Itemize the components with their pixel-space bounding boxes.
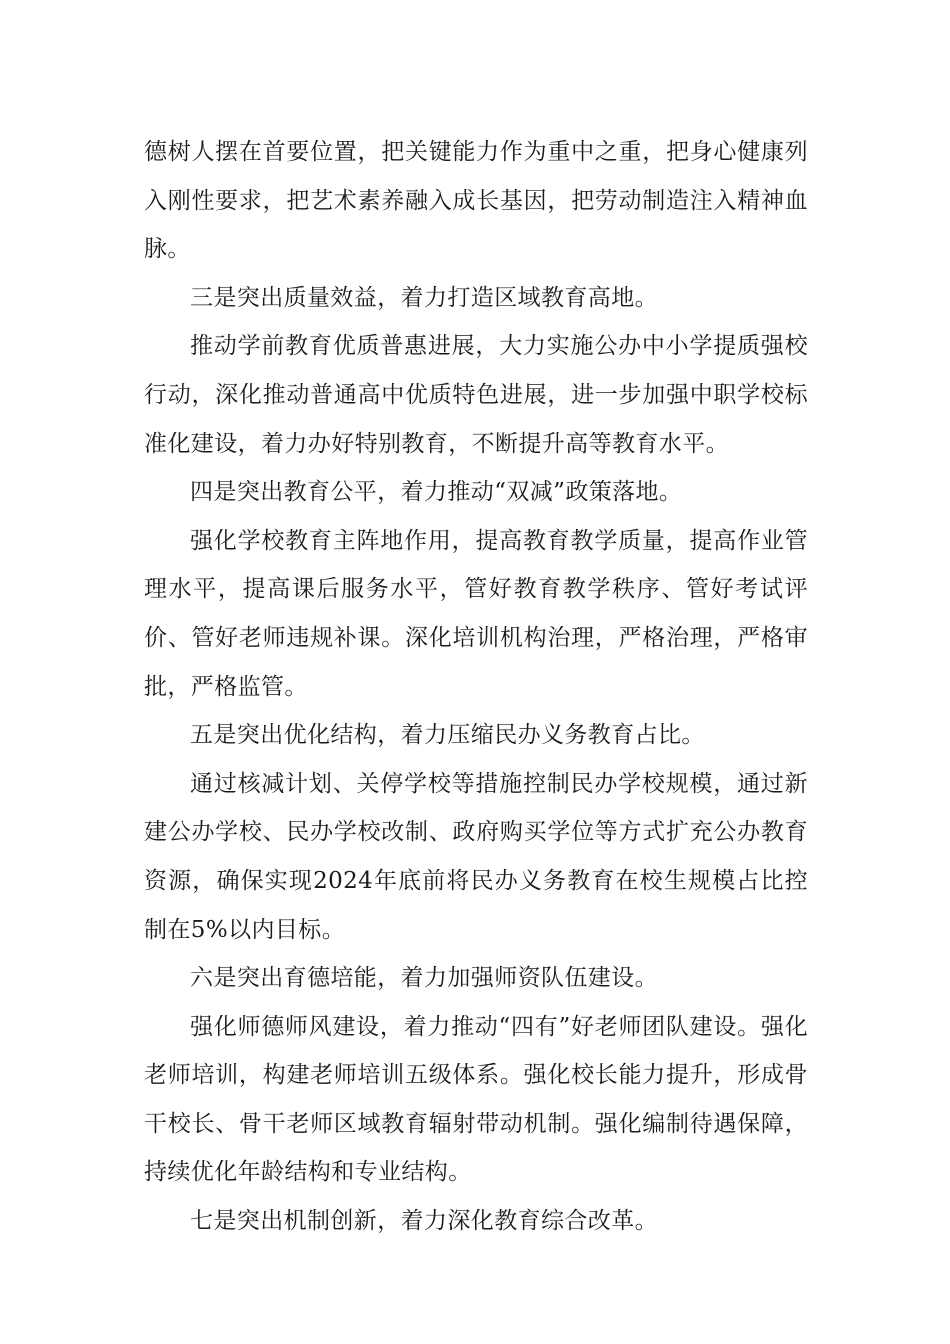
heading-six: 六是突出育德培能，着力加强师资队伍建设。 xyxy=(190,965,658,992)
heading-three: 三是突出质量效益，着力打造区域教育高地。 xyxy=(190,284,658,311)
paragraph-equity: 强化学校教育主阵地作用，提高教育教学质量，提高作业管理水平，提高课后服务水平，管好教育教学秩序、管好考试评价、管好老师违规补课。深化培训机构治理，严格治理，严格审批，严格监管。 xyxy=(144,527,808,700)
paragraph-teachers: 强化师德师风建设，着力推动“四有”好老师团队建设。强化老师培训，构建老师培训五级体系。强化校长能力提升，形成骨干校长、骨干老师区域教育辐射带动机制。强化编制待遇保障，持续优化年龄结构和专业结构。 xyxy=(144,1013,808,1186)
paragraph-continuation: 德树人摆在首要位置，把关键能力作为重中之重，把身心健康列入刚性要求，把艺术素养融入成长基因，把劳动制造注入精神血脉。 xyxy=(144,139,808,263)
document-body xyxy=(144,128,808,1246)
heading-four: 四是突出教育公平，着力推动“双减”政策落地。 xyxy=(190,479,683,506)
paragraph-structure: 通过核减计划、关停学校等措施控制民办学校规模，通过新建公办学校、民办学校改制、政府购买学位等方式扩充公办教育资源，确保实现2024年底前将民办义务教育在校生规模占比控制在5%以内目标。 xyxy=(144,770,808,943)
paragraph-quality: 推动学前教育优质普惠进展，大力实施公办中小学提质强校行动，深化推动普通高中优质特色进展，进一步加强中职学校标准化建设，着力办好特别教育，不断提升高等教育水平。 xyxy=(144,333,808,457)
heading-seven: 七是突出机制创新，着力深化教育综合改革。 xyxy=(190,1208,658,1235)
heading-five: 五是突出优化结构，着力压缩民办义务教育占比。 xyxy=(190,722,705,749)
